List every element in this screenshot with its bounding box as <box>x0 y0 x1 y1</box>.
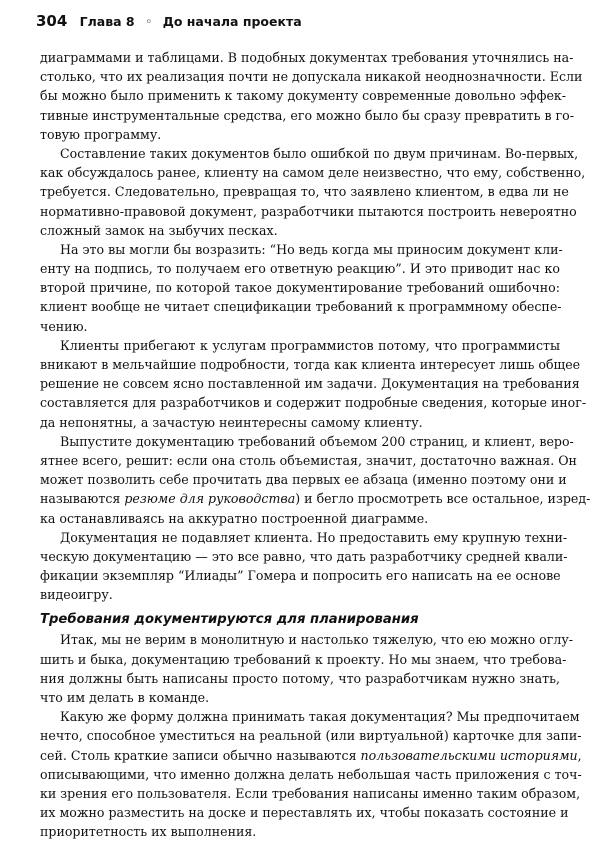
text-line: ческую документацию — это все равно, что дать разработчику средней квали- <box>40 548 568 564</box>
text-line: бы можно было применить к такому документу современные довольно эффек- <box>40 88 567 104</box>
text-line: ка останавливаясь на аккуратно построенной диаграмме. <box>40 510 429 526</box>
text-line: ки зрения его пользователя. Если требования написаны именно таким образом, <box>40 785 581 801</box>
text-line: клиент вообще не читает спецификации требований к программному обеспе- <box>40 299 562 315</box>
section-heading: Требования документируются для планирования <box>40 612 419 628</box>
text-line: да непонятны, а зачастую неинтересны самому клиенту. <box>40 414 423 430</box>
text-line <box>40 746 582 765</box>
text-line: решение не совсем ясно поставленной им задачи. Документация на требования <box>40 376 580 392</box>
text-span: сей. Столь краткие записи обычно называются <box>40 747 361 763</box>
emphasized-term: пользовательскими историями <box>360 747 578 763</box>
text-line: диаграммами и таблицами. В подобных документах требования уточнялись на- <box>40 50 574 65</box>
text-line: нормативно-правовой документ, разработчики пытаются построить невероятно <box>40 203 577 219</box>
body-text <box>40 48 591 842</box>
text-span: называются <box>40 491 125 507</box>
text-line: Клиенты прибегают к услугам программистов потому, что программисты <box>60 337 560 353</box>
chapter-title: До начала проекта <box>162 14 302 29</box>
text-line: как обсуждалось ранее, клиенту на самом деле неизвестно, что ему, собственно, <box>40 165 586 181</box>
page-number: 304 <box>36 12 68 30</box>
text-line: ния должны быть написаны просто потому, что разработчикам нужно знать, <box>40 670 560 686</box>
text-line: требуется. Следовательно, превращая то, что заявлено клиентом, в едва ли не <box>40 184 569 200</box>
text-line: ятнее всего, решит: если она столь объемистая, значит, достаточно важная. Он <box>40 452 577 468</box>
separator-glyph: ◦ <box>144 14 153 29</box>
text-line: сложный замок на зыбучих песках. <box>40 222 278 238</box>
text-line: товую программу. <box>40 126 162 142</box>
text-line: Итак, мы не верим в монолитную и настолько тяжелую, что ею можно оглу- <box>60 632 574 648</box>
text-line: что им делать в команде. <box>40 690 210 705</box>
text-line: может позволить себе прочитать два первых ее абзаца (именно поэтому они и <box>40 472 567 488</box>
text-line: приоритетность их выполнения. <box>40 824 257 840</box>
text-line: чению. <box>40 318 88 334</box>
text-line: второй причине, по которой такое документирование требований ошибочно: <box>40 280 560 296</box>
chapter-label: Глава 8 <box>79 14 135 29</box>
text-line: Документация не подавляет клиента. Но предоставить ему крупную техни- <box>60 529 568 545</box>
text-line: составляется для разработчиков и содержит подробные сведения, которые иног- <box>40 395 587 411</box>
text-span: ) и бегло просмотреть все остальное, изред- <box>295 491 591 507</box>
text-line: Выпустите документацию требований объемом 200 страниц, и клиент, веро- <box>60 433 574 449</box>
text-line: На это вы могли бы возразить: “Но ведь когда мы приносим документ кли- <box>60 241 563 257</box>
text-line: нечто, способное уместиться на реальной (или виртуальной) карточке для запи- <box>40 728 582 744</box>
text-line <box>40 489 591 508</box>
text-line: енту на подпись, то получаем его ответную реакцию”. И это приводит нас ко <box>40 261 560 277</box>
text-line: фикации экземпляр “Илиады” Гомера и попросить его написать на ее основе <box>40 568 561 584</box>
running-head <box>36 12 302 30</box>
text-line: Какую же форму должна принимать такая документация? Мы предпочитаем <box>60 709 580 725</box>
text-line: вникают в мельчайшие подробности, тогда как клиента интересует лишь общее <box>40 357 581 372</box>
emphasized-term: резюме для руководства <box>124 491 296 507</box>
text-line: шить и быка, документацию требований к проекту. Но мы знаем, что требова- <box>40 651 567 667</box>
text-line: описывающими, что именно должна делать небольшая часть приложения с точ- <box>40 766 582 782</box>
text-line: видеоигру. <box>40 587 113 603</box>
text-line: их можно разместить на доске и переставлять их, чтобы показать состояние и <box>40 805 569 821</box>
text-line: Составление таких документов было ошибкой по двум причинам. Во-первых, <box>60 145 579 161</box>
text-line: тивные инструментальные средства, его можно было бы сразу превратить в го- <box>40 107 574 123</box>
text-line: столько, что их реализация почти не допускала никакой неоднозначности. Если <box>40 69 583 85</box>
text-span: , <box>577 747 582 763</box>
